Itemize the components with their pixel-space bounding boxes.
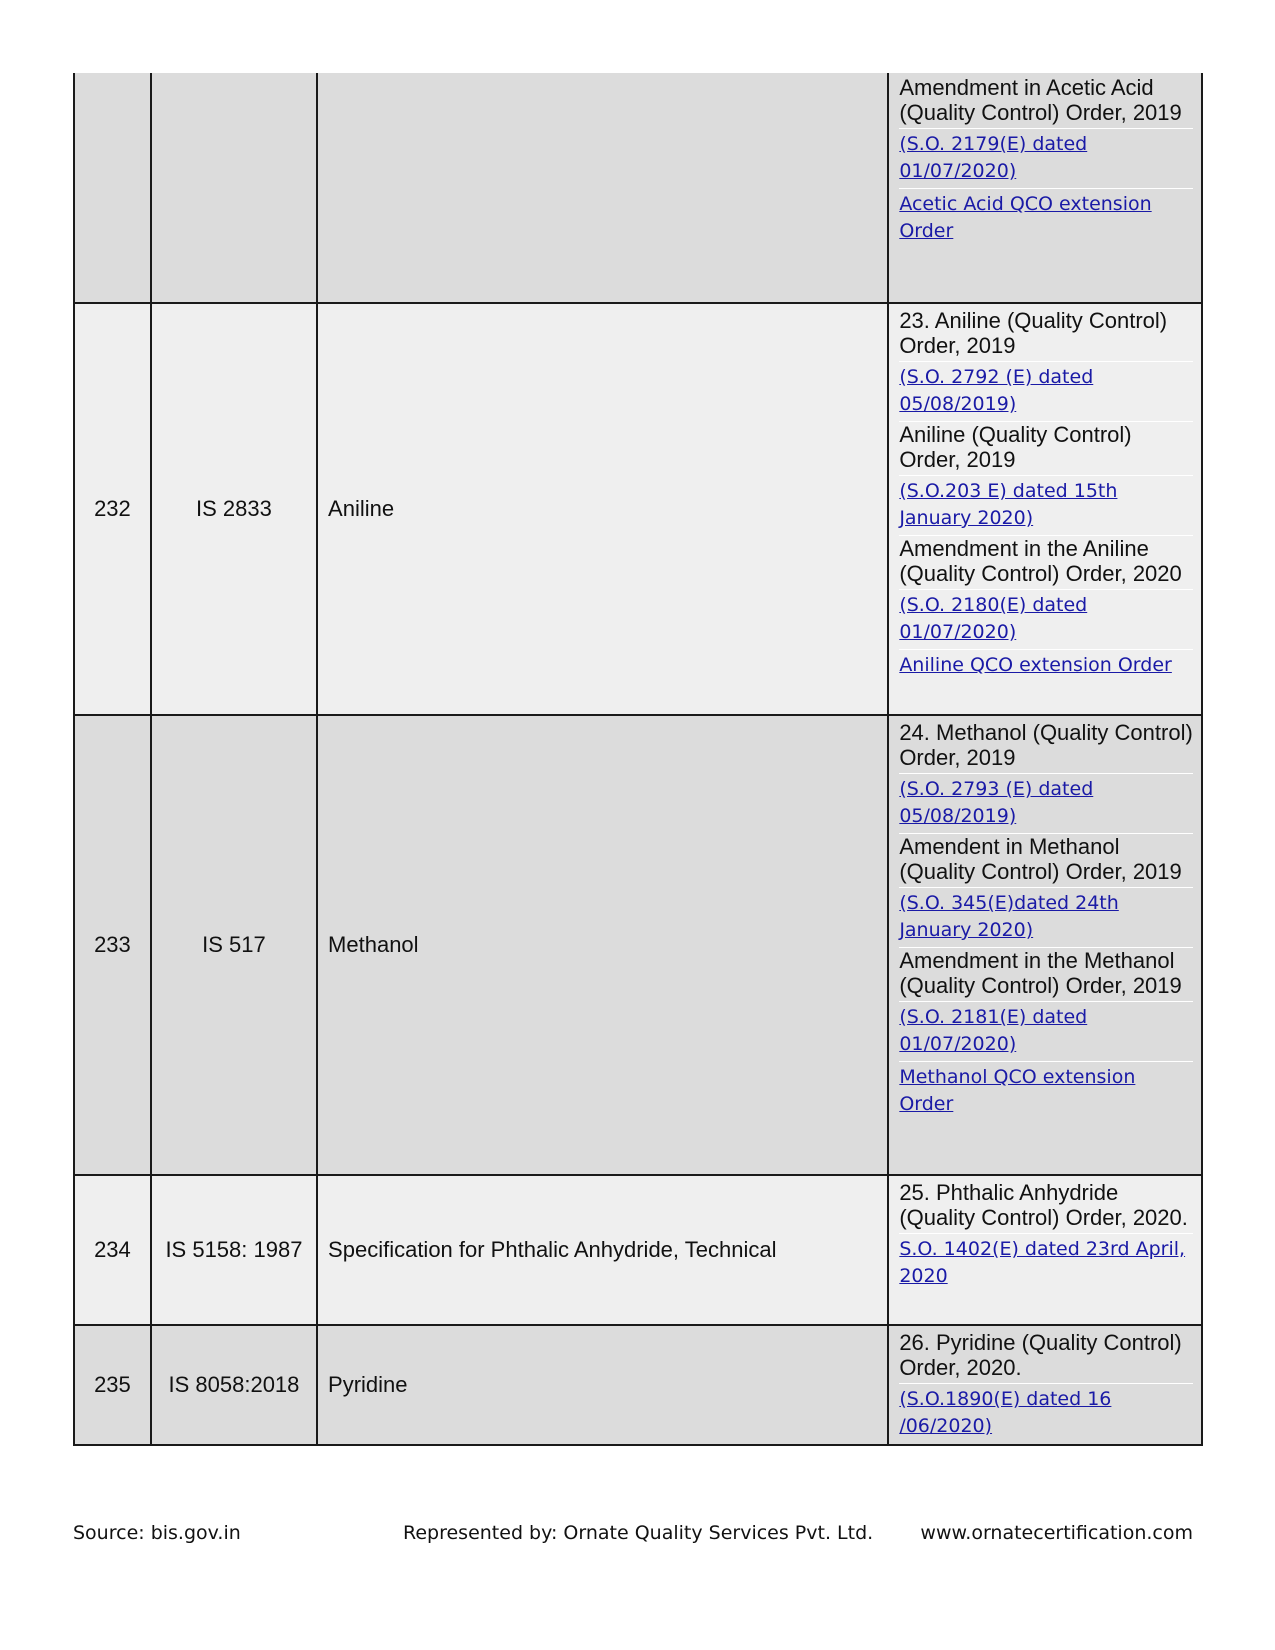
order-title: 25. Phthalic Anhydride (Quality Control) Order, 2020. [899,1180,1188,1230]
is-number-cell: IS 517 [151,715,317,1175]
order-link[interactable]: (S.O. 345(E)dated 24th January 2020) [899,892,1119,941]
footer-represented-by: Represented by: Ornate Quality Services Pvt. Ltd. [403,1522,874,1544]
order-link[interactable]: Methanol QCO extension Order [899,1066,1136,1115]
order-title: Aniline (Quality Control) Order, 2019 [899,422,1132,472]
order-title: Amendent in Methanol (Quality Control) Order, 2019 [899,834,1182,884]
order-link[interactable]: S.O. 1402(E) dated 23rd April, 2020 [899,1238,1186,1287]
table-row [74,303,1202,715]
serial-number-cell: 232 [74,303,151,715]
is-number-cell [151,73,317,303]
order-link[interactable]: (S.O.1890(E) dated 16 /06/2020) [899,1388,1112,1437]
order-link[interactable]: (S.O. 2179(E) dated 01/07/2020) [899,133,1088,182]
serial-number-cell: 235 [74,1325,151,1445]
page-footer [73,1522,1193,1552]
order-link[interactable]: (S.O. 2180(E) dated 01/07/2020) [899,594,1088,643]
orders-cell [888,303,1202,715]
is-number-cell: IS 8058:2018 [151,1325,317,1445]
order-title: 23. Aniline (Quality Control) Order, 2019 [899,308,1168,358]
order-title: 24. Methanol (Quality Control) Order, 2019 [899,720,1193,770]
product-cell: Aniline [317,303,888,715]
table-row [74,1175,1202,1325]
orders-cell [888,1325,1202,1445]
order-title: Amendment in Acetic Acid (Quality Control) Order, 2019 [899,75,1182,125]
serial-number-cell: 234 [74,1175,151,1325]
order-link[interactable]: (S.O. 2181(E) dated 01/07/2020) [899,1006,1088,1055]
product-cell [317,73,888,303]
footer-source: Source: bis.gov.in [73,1522,241,1544]
table-row [74,715,1202,1175]
product-cell: Methanol [317,715,888,1175]
qco-table [73,73,1203,1446]
order-title: 26. Pyridine (Quality Control) Order, 2020. [899,1330,1182,1380]
order-link[interactable]: (S.O. 2792 (E) dated 05/08/2019) [899,366,1094,415]
product-cell: Pyridine [317,1325,888,1445]
product-cell: Specification for Phthalic Anhydride, Technical [317,1175,888,1325]
serial-number-cell: 233 [74,715,151,1175]
footer-website[interactable]: www.ornatecertification.com [920,1522,1193,1544]
order-link[interactable]: (S.O. 2793 (E) dated 05/08/2019) [899,778,1094,827]
orders-cell [888,1175,1202,1325]
order-link[interactable]: (S.O.203 E) dated 15th January 2020) [899,480,1118,529]
orders-cell [888,715,1202,1175]
orders-cell [888,73,1202,303]
serial-number-cell [74,73,151,303]
table-row [74,73,1202,303]
table-row [74,1325,1202,1445]
order-link[interactable]: Aniline QCO extension Order [899,654,1172,676]
is-number-cell: IS 2833 [151,303,317,715]
order-title: Amendment in the Methanol (Quality Control) Order, 2019 [899,948,1182,998]
order-link[interactable]: Acetic Acid QCO extension Order [899,193,1152,242]
order-title: Amendment in the Aniline (Quality Control) Order, 2020 [899,536,1182,586]
is-number-cell: IS 5158: 1987 [151,1175,317,1325]
